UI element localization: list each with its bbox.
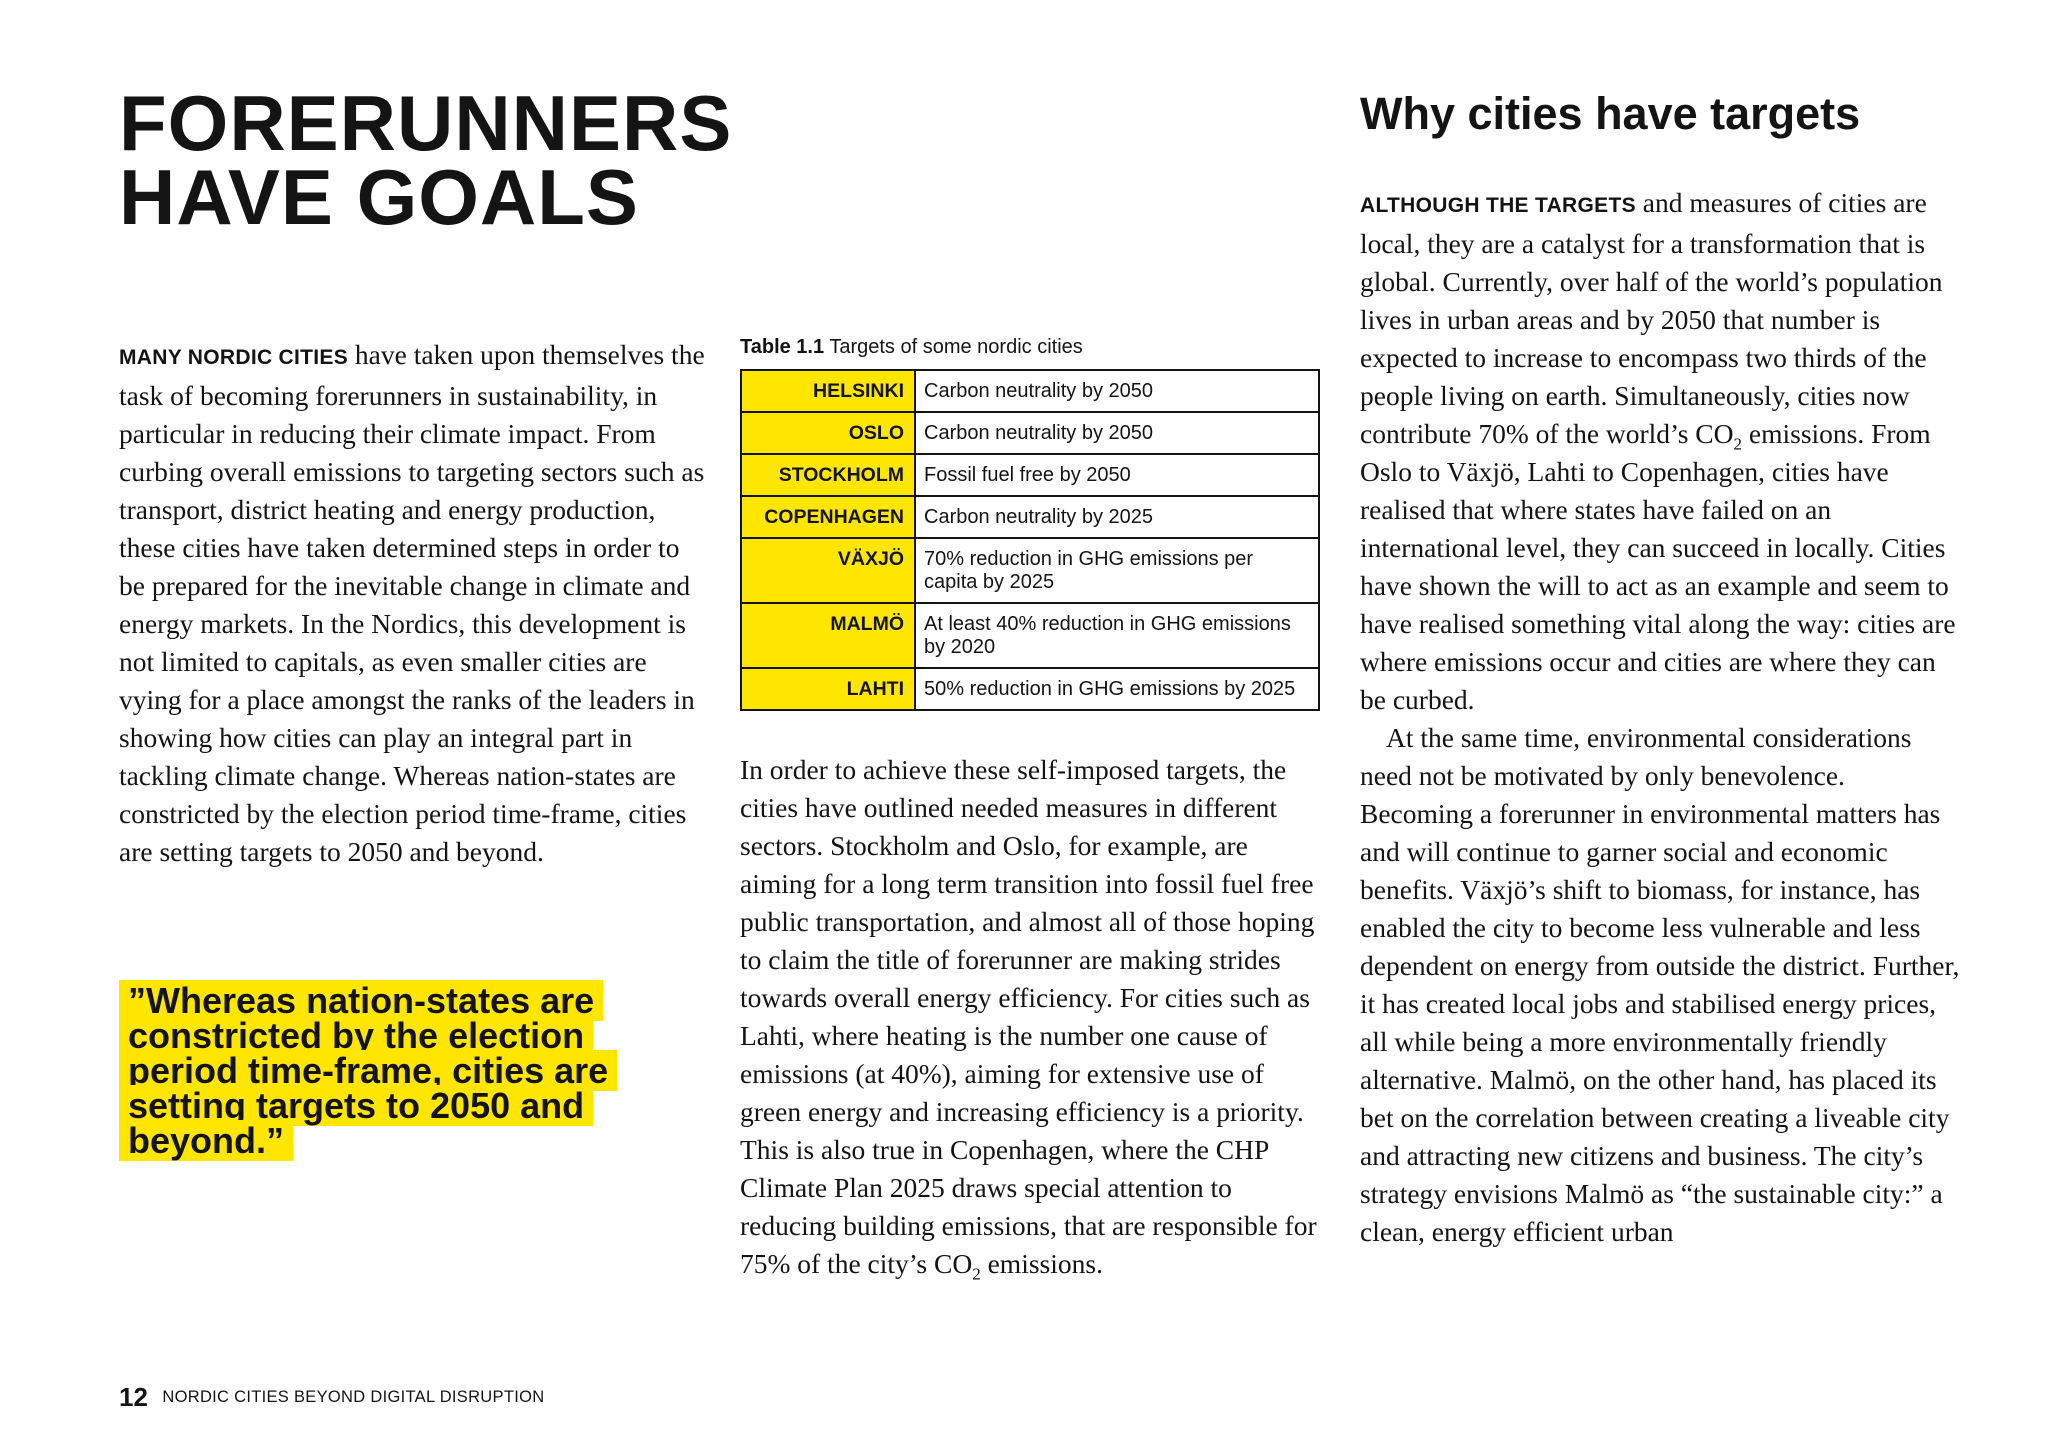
section-heading: Why cities have targets bbox=[1360, 88, 1861, 139]
table-row bbox=[741, 496, 1319, 538]
measures-paragraph bbox=[740, 751, 1330, 1283]
publication-title: NORDIC CITIES BEYOND DIGITAL DISRUPTION bbox=[162, 1388, 545, 1406]
intro-paragraph bbox=[119, 336, 709, 871]
city-name-cell: LAHTI bbox=[741, 668, 915, 710]
city-name-cell: VÄXJÖ bbox=[741, 538, 915, 603]
targets-text-b: emissions. From Oslo to Växjö, Lahti to Copenhagen, cities have realised that where states have failed on an international level, they can succeed in locally. Cities have shown the will to act as an example and seem to have realised something vital along the way: cities are where emissions occur and cities are where they can be curbed. bbox=[1360, 418, 1956, 715]
city-target-cell: Fossil fuel free by 2050 bbox=[915, 454, 1319, 496]
targets-table bbox=[740, 369, 1320, 711]
targets-lead: ALTHOUGH THE TARGETS bbox=[1360, 194, 1636, 217]
city-name-cell: STOCKHOLM bbox=[741, 454, 915, 496]
city-target-cell: At least 40% reduction in GHG emissions by 2020 bbox=[915, 603, 1319, 668]
measures-text: In order to achieve these self-imposed targets, the cities have outlined needed measures in different sectors. Stockholm and Oslo, for example, are aiming for a long term transition into fossil fuel free public transportation, and almost all of those hoping to claim the title of forerunner are making strides towards overall energy efficiency. For cities such as Lahti, where heating is the number one cause of emissions (at 40%), aiming for extensive use of green energy and increasing efficiency is a priority. This is also true in Copenhagen, where the CHP Climate Plan 2025 draws special attention to reducing building emissions, that are responsible for 75% of the city’s CO bbox=[740, 754, 1317, 1279]
targets-table-block bbox=[740, 336, 1320, 711]
table-row bbox=[741, 668, 1319, 710]
city-name-cell: COPENHAGEN bbox=[741, 496, 915, 538]
co2-subscript: 2 bbox=[1733, 434, 1742, 454]
table-row bbox=[741, 412, 1319, 454]
measures-tail: emissions. bbox=[980, 1248, 1103, 1279]
city-target-cell: Carbon neutrality by 2050 bbox=[915, 370, 1319, 412]
table-caption-text: Targets of some nordic cities bbox=[824, 336, 1083, 358]
page-title bbox=[119, 79, 739, 241]
page-footer bbox=[119, 1382, 544, 1413]
title-line-1: FORERUNNERS bbox=[119, 79, 733, 167]
targets-column bbox=[1360, 184, 1960, 1251]
city-name-cell: HELSINKI bbox=[741, 370, 915, 412]
table-caption-label: Table 1.1 bbox=[740, 336, 825, 358]
targets-table-body bbox=[741, 370, 1319, 710]
pull-quote-text: ”Whereas nation-states are constricted by the election period time-frame, cities are setting targets to 2050 and beyond.” bbox=[119, 980, 617, 1161]
targets-text-a: and measures of cities are local, they are a catalyst for a transformation that is global. Currently, over half of the world’s population lives in urban areas and by 2050 that number is expected to increase to encompass two thirds of the people living on earth. Simultaneously, cities now contribute 70% of the world’s CO bbox=[1360, 187, 1943, 449]
targets-paragraph-1 bbox=[1360, 184, 1960, 719]
table-row bbox=[741, 538, 1319, 603]
intro-text: have taken upon themselves the task of becoming forerunners in sustainability, in particular in reducing their climate impact. From curbing overall emissions to targeting sectors such as transport, district heating and energy production, these cities have taken determined steps in order to be prepared for the inevitable change in climate and energy markets. In the Nordics, this development is not limited to capitals, as even smaller cities are vying for a place amongst the ranks of the leaders in showing how cities can play an integral part in tackling climate change. Whereas nation-states are constricted by the election period time-frame, cities are setting targets to 2050 and beyond. bbox=[119, 339, 705, 867]
city-target-cell: Carbon neutrality by 2050 bbox=[915, 412, 1319, 454]
city-target-cell: 70% reduction in GHG emissions per capita by 2025 bbox=[915, 538, 1319, 603]
targets-paragraph-2: At the same time, environmental considerations need not be motivated by only benevolence. Becoming a forerunner in environmental matters has and will continue to garner social and economic benefits. Växjö’s shift to biomass, for instance, has enabled the city to become less vulnerable and less dependent on energy from outside the district. Further, it has created local jobs and stabilised energy prices, all while being a more environmentally friendly alternative. Malmö, on the other hand, has placed its bet on the correlation between creating a liveable city and attracting new citizens and business. The city’s strategy envisions Malmö as “the sustainable city:” a clean, energy efficient urban bbox=[1360, 722, 1960, 1247]
table-row bbox=[741, 370, 1319, 412]
measures-column bbox=[740, 751, 1330, 1283]
city-target-cell: 50% reduction in GHG emissions by 2025 bbox=[915, 668, 1319, 710]
pull-quote bbox=[119, 980, 679, 1161]
table-row bbox=[741, 454, 1319, 496]
city-target-cell: Carbon neutrality by 2025 bbox=[915, 496, 1319, 538]
table-row bbox=[741, 603, 1319, 668]
intro-lead: MANY NORDIC CITIES bbox=[119, 346, 349, 369]
city-name-cell: MALMÖ bbox=[741, 603, 915, 668]
page-number: 12 bbox=[119, 1382, 148, 1412]
title-line-2: HAVE GOALS bbox=[119, 153, 639, 241]
table-caption bbox=[740, 336, 1320, 359]
intro-column bbox=[119, 336, 709, 871]
co2-subscript: 2 bbox=[972, 1264, 981, 1284]
city-name-cell: OSLO bbox=[741, 412, 915, 454]
